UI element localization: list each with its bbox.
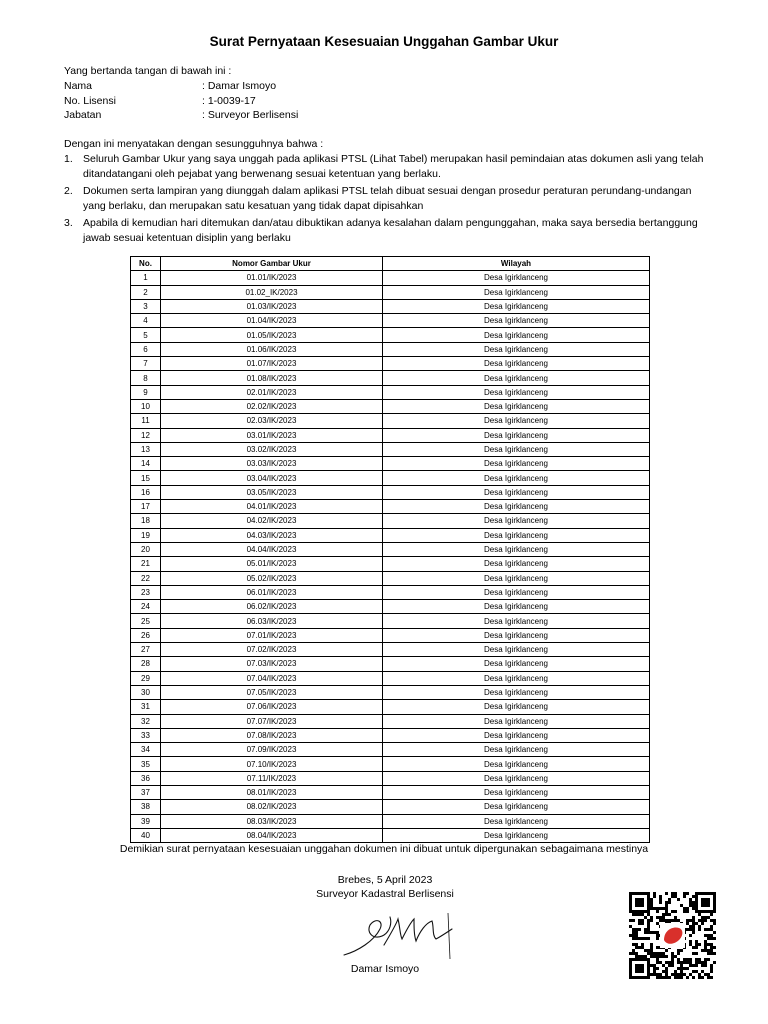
- row-nomor-gambar-ukur: 07.05/IK/2023: [161, 685, 383, 699]
- row-nomor-gambar-ukur: 01.03/IK/2023: [161, 299, 383, 313]
- identity-value: : Damar Ismoyo: [202, 80, 277, 92]
- row-wilayah: Desa Igirklanceng: [383, 828, 650, 842]
- row-nomor-gambar-ukur: 02.01/IK/2023: [161, 385, 383, 399]
- row-nomor-gambar-ukur: 08.04/IK/2023: [161, 828, 383, 842]
- point-number: 1.: [64, 153, 73, 165]
- row-wilayah: Desa Igirklanceng: [383, 414, 650, 428]
- row-number: 3: [131, 299, 161, 313]
- row-number: 15: [131, 471, 161, 485]
- table-row: [131, 399, 650, 413]
- row-number: 34: [131, 743, 161, 757]
- table-row: [131, 828, 650, 842]
- table-row: [131, 557, 650, 571]
- row-number: 5: [131, 328, 161, 342]
- row-number: 19: [131, 528, 161, 542]
- identity-label: Nama: [64, 80, 93, 92]
- row-nomor-gambar-ukur: 03.05/IK/2023: [161, 485, 383, 499]
- row-nomor-gambar-ukur: 07.08/IK/2023: [161, 728, 383, 742]
- row-nomor-gambar-ukur: 07.02/IK/2023: [161, 643, 383, 657]
- table-row: [131, 271, 650, 285]
- row-nomor-gambar-ukur: 07.06/IK/2023: [161, 700, 383, 714]
- table-row: [131, 428, 650, 442]
- row-nomor-gambar-ukur: 04.02/IK/2023: [161, 514, 383, 528]
- table-row: [131, 414, 650, 428]
- table-row: [131, 771, 650, 785]
- row-number: 39: [131, 814, 161, 828]
- row-number: 40: [131, 828, 161, 842]
- row-number: 1: [131, 271, 161, 285]
- row-nomor-gambar-ukur: 01.06/IK/2023: [161, 342, 383, 356]
- row-wilayah: Desa Igirklanceng: [383, 628, 650, 642]
- statement-point: [64, 184, 716, 214]
- table-row: [131, 685, 650, 699]
- table-row: [131, 628, 650, 642]
- document-title: Surat Pernyataan Kesesuaian Unggahan Gambar Ukur: [209, 34, 559, 49]
- row-wilayah: Desa Igirklanceng: [383, 643, 650, 657]
- row-wilayah: Desa Igirklanceng: [383, 728, 650, 742]
- row-number: 4: [131, 314, 161, 328]
- row-wilayah: Desa Igirklanceng: [383, 371, 650, 385]
- row-wilayah: Desa Igirklanceng: [383, 814, 650, 828]
- row-nomor-gambar-ukur: 07.03/IK/2023: [161, 657, 383, 671]
- row-number: 14: [131, 457, 161, 471]
- table-row: [131, 357, 650, 371]
- row-wilayah: Desa Igirklanceng: [383, 785, 650, 799]
- row-wilayah: Desa Igirklanceng: [383, 714, 650, 728]
- table-row: [131, 528, 650, 542]
- row-wilayah: Desa Igirklanceng: [383, 743, 650, 757]
- row-nomor-gambar-ukur: 02.02/IK/2023: [161, 399, 383, 413]
- signer-name: Damar Ismoyo: [350, 963, 420, 975]
- gambar-ukur-table: [130, 256, 650, 843]
- row-nomor-gambar-ukur: 08.01/IK/2023: [161, 785, 383, 799]
- table-row: [131, 743, 650, 757]
- row-wilayah: Desa Igirklanceng: [383, 685, 650, 699]
- table-row: [131, 714, 650, 728]
- table-row: [131, 457, 650, 471]
- row-wilayah: Desa Igirklanceng: [383, 557, 650, 571]
- statement-point: [64, 216, 716, 246]
- row-number: 16: [131, 485, 161, 499]
- row-wilayah: Desa Igirklanceng: [383, 357, 650, 371]
- row-nomor-gambar-ukur: 01.04/IK/2023: [161, 314, 383, 328]
- row-number: 30: [131, 685, 161, 699]
- point-text: Seluruh Gambar Ukur yang saya unggah pada aplikasi PTSL (Lihat Tabel) merupakan hasil pemindaian atas dokumen asli yang telah ditandatangani oleh pejabat yang berwenang sesuai ketentuan yang berlaku.: [83, 153, 704, 180]
- table-row: [131, 314, 650, 328]
- row-number: 27: [131, 643, 161, 657]
- table-row: [131, 757, 650, 771]
- row-wilayah: Desa Igirklanceng: [383, 328, 650, 342]
- row-nomor-gambar-ukur: 06.03/IK/2023: [161, 614, 383, 628]
- row-nomor-gambar-ukur: 03.04/IK/2023: [161, 471, 383, 485]
- row-wilayah: Desa Igirklanceng: [383, 528, 650, 542]
- place-date: Brebes, 5 April 2023: [337, 874, 433, 886]
- header-no: No.: [131, 257, 161, 271]
- row-number: 6: [131, 342, 161, 356]
- row-wilayah: Desa Igirklanceng: [383, 757, 650, 771]
- table-row: [131, 643, 650, 657]
- row-nomor-gambar-ukur: 03.01/IK/2023: [161, 428, 383, 442]
- row-wilayah: Desa Igirklanceng: [383, 485, 650, 499]
- identity-value: : 1-0039-17: [202, 95, 256, 107]
- row-nomor-gambar-ukur: 01.05/IK/2023: [161, 328, 383, 342]
- row-number: 35: [131, 757, 161, 771]
- table-header-row: [131, 257, 650, 271]
- row-number: 10: [131, 399, 161, 413]
- row-number: 22: [131, 571, 161, 585]
- table-row: [131, 785, 650, 799]
- row-number: 11: [131, 414, 161, 428]
- row-wilayah: Desa Igirklanceng: [383, 285, 650, 299]
- table-row: [131, 385, 650, 399]
- table-row: [131, 299, 650, 313]
- table-row: [131, 657, 650, 671]
- identity-label: Jabatan: [64, 109, 102, 121]
- row-number: 9: [131, 385, 161, 399]
- table-row: [131, 671, 650, 685]
- row-wilayah: Desa Igirklanceng: [383, 542, 650, 556]
- row-nomor-gambar-ukur: 02.03/IK/2023: [161, 414, 383, 428]
- row-wilayah: Desa Igirklanceng: [383, 800, 650, 814]
- row-number: 2: [131, 285, 161, 299]
- row-number: 36: [131, 771, 161, 785]
- row-nomor-gambar-ukur: 04.04/IK/2023: [161, 542, 383, 556]
- row-number: 31: [131, 700, 161, 714]
- row-number: 32: [131, 714, 161, 728]
- point-number: 2.: [64, 185, 73, 197]
- header-wilayah: Wilayah: [383, 257, 650, 271]
- table-row: [131, 728, 650, 742]
- signer-role: Surveyor Kadastral Berlisensi: [316, 888, 454, 900]
- row-nomor-gambar-ukur: 07.10/IK/2023: [161, 757, 383, 771]
- row-nomor-gambar-ukur: 08.03/IK/2023: [161, 814, 383, 828]
- row-nomor-gambar-ukur: 01.02_IK/2023: [161, 285, 383, 299]
- statement-point: [64, 152, 716, 182]
- table-row: [131, 471, 650, 485]
- row-wilayah: Desa Igirklanceng: [383, 671, 650, 685]
- table-row: [131, 600, 650, 614]
- row-nomor-gambar-ukur: 08.02/IK/2023: [161, 800, 383, 814]
- row-wilayah: Desa Igirklanceng: [383, 457, 650, 471]
- row-nomor-gambar-ukur: 04.01/IK/2023: [161, 500, 383, 514]
- table-row: [131, 500, 650, 514]
- row-number: 18: [131, 514, 161, 528]
- row-number: 20: [131, 542, 161, 556]
- row-nomor-gambar-ukur: 06.02/IK/2023: [161, 600, 383, 614]
- row-number: 29: [131, 671, 161, 685]
- row-nomor-gambar-ukur: 01.08/IK/2023: [161, 371, 383, 385]
- table-row: [131, 342, 650, 356]
- row-wilayah: Desa Igirklanceng: [383, 428, 650, 442]
- row-nomor-gambar-ukur: 03.02/IK/2023: [161, 442, 383, 456]
- row-wilayah: Desa Igirklanceng: [383, 385, 650, 399]
- identity-label: No. Lisensi: [64, 95, 116, 107]
- table-row: [131, 542, 650, 556]
- row-number: 38: [131, 800, 161, 814]
- row-number: 33: [131, 728, 161, 742]
- row-wilayah: Desa Igirklanceng: [383, 700, 650, 714]
- row-nomor-gambar-ukur: 07.07/IK/2023: [161, 714, 383, 728]
- row-number: 7: [131, 357, 161, 371]
- row-number: 23: [131, 585, 161, 599]
- qr-code-icon: [629, 892, 716, 979]
- table-row: [131, 585, 650, 599]
- table-body: [131, 271, 650, 843]
- point-number: 3.: [64, 217, 73, 229]
- row-wilayah: Desa Igirklanceng: [383, 600, 650, 614]
- row-nomor-gambar-ukur: 01.07/IK/2023: [161, 357, 383, 371]
- table-row: [131, 814, 650, 828]
- closing-statement: Demikian surat pernyataan kesesuaian unggahan dokumen ini dibuat untuk dipergunakan sebagaimana mestinya: [119, 843, 649, 855]
- table-row: [131, 614, 650, 628]
- row-wilayah: Desa Igirklanceng: [383, 514, 650, 528]
- table-row: [131, 328, 650, 342]
- table-row: [131, 514, 650, 528]
- row-wilayah: Desa Igirklanceng: [383, 314, 650, 328]
- point-text: Dokumen serta lampiran yang diunggah dalam aplikasi PTSL telah dibuat sesuai dengan prosedur peraturan perundang-undangan yang berlaku, dan merupakan satu kesatuan yang tidak dapat dipisahkan: [83, 185, 692, 212]
- row-number: 17: [131, 500, 161, 514]
- row-wilayah: Desa Igirklanceng: [383, 299, 650, 313]
- point-text: Apabila di kemudian hari ditemukan dan/atau dibuktikan adanya kesalahan dalam pengunggahan, maka saya bersedia bertanggung jawab sesuai ketentuan disiplin yang berlaku: [83, 217, 698, 244]
- row-nomor-gambar-ukur: 07.01/IK/2023: [161, 628, 383, 642]
- row-nomor-gambar-ukur: 06.01/IK/2023: [161, 585, 383, 599]
- identity-value: : Surveyor Berlisensi: [202, 109, 299, 121]
- row-number: 13: [131, 442, 161, 456]
- statement-points: [64, 152, 716, 248]
- row-nomor-gambar-ukur: 05.01/IK/2023: [161, 557, 383, 571]
- row-wilayah: Desa Igirklanceng: [383, 771, 650, 785]
- table-row: [131, 285, 650, 299]
- row-nomor-gambar-ukur: 07.04/IK/2023: [161, 671, 383, 685]
- table-row: [131, 442, 650, 456]
- row-nomor-gambar-ukur: 04.03/IK/2023: [161, 528, 383, 542]
- statement-intro: Dengan ini menyatakan dengan sesungguhnya bahwa :: [64, 138, 324, 150]
- row-wilayah: Desa Igirklanceng: [383, 342, 650, 356]
- row-number: 26: [131, 628, 161, 642]
- row-nomor-gambar-ukur: 05.02/IK/2023: [161, 571, 383, 585]
- table-row: [131, 371, 650, 385]
- row-nomor-gambar-ukur: 01.01/IK/2023: [161, 271, 383, 285]
- row-number: 12: [131, 428, 161, 442]
- row-number: 37: [131, 785, 161, 799]
- row-number: 28: [131, 657, 161, 671]
- row-wilayah: Desa Igirklanceng: [383, 585, 650, 599]
- row-wilayah: Desa Igirklanceng: [383, 571, 650, 585]
- row-wilayah: Desa Igirklanceng: [383, 657, 650, 671]
- row-number: 21: [131, 557, 161, 571]
- row-wilayah: Desa Igirklanceng: [383, 614, 650, 628]
- row-wilayah: Desa Igirklanceng: [383, 500, 650, 514]
- row-number: 25: [131, 614, 161, 628]
- row-nomor-gambar-ukur: 07.09/IK/2023: [161, 743, 383, 757]
- table-row: [131, 700, 650, 714]
- row-wilayah: Desa Igirklanceng: [383, 442, 650, 456]
- row-wilayah: Desa Igirklanceng: [383, 271, 650, 285]
- handwritten-signature-icon: [340, 905, 460, 963]
- table-row: [131, 571, 650, 585]
- row-wilayah: Desa Igirklanceng: [383, 471, 650, 485]
- row-nomor-gambar-ukur: 03.03/IK/2023: [161, 457, 383, 471]
- table-row: [131, 800, 650, 814]
- row-nomor-gambar-ukur: 07.11/IK/2023: [161, 771, 383, 785]
- header-nomor-gambar-ukur: Nomor Gambar Ukur: [161, 257, 383, 271]
- intro-text: Yang bertanda tangan di bawah ini :: [64, 65, 232, 77]
- row-wilayah: Desa Igirklanceng: [383, 399, 650, 413]
- row-number: 8: [131, 371, 161, 385]
- row-number: 24: [131, 600, 161, 614]
- table-row: [131, 485, 650, 499]
